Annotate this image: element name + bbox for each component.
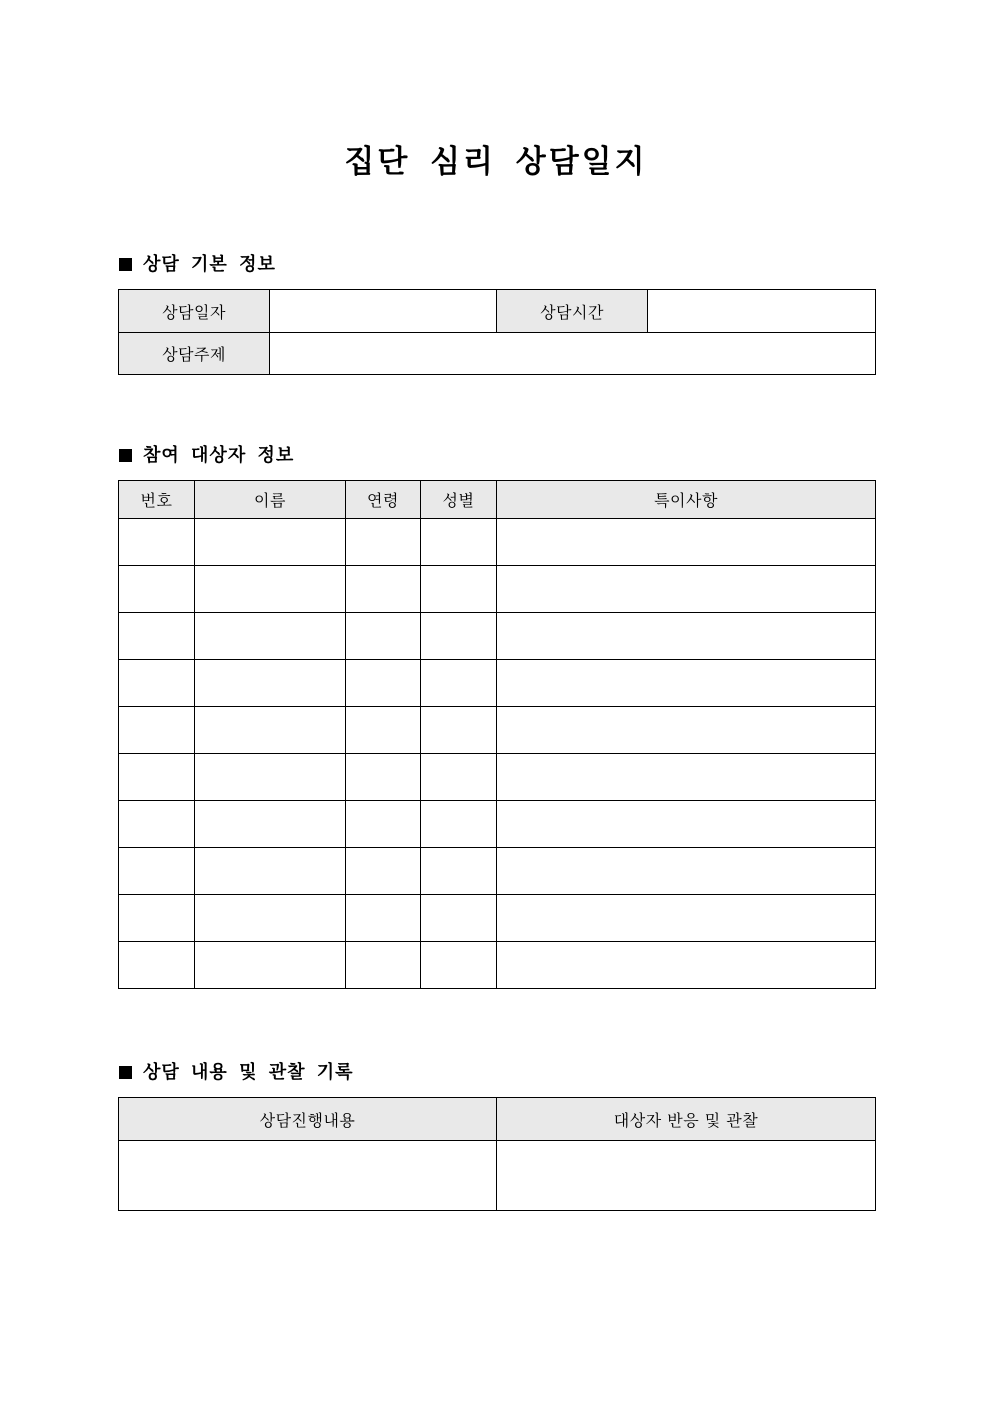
cell-age[interactable]: [346, 895, 421, 942]
cell-number[interactable]: [119, 613, 195, 660]
cell-name[interactable]: [195, 754, 346, 801]
cell-gender[interactable]: [421, 848, 497, 895]
column-header-age: 연령: [346, 481, 421, 519]
cell-name[interactable]: [195, 895, 346, 942]
square-bullet-icon: [119, 449, 132, 462]
cell-name[interactable]: [195, 613, 346, 660]
participant-row: [119, 660, 876, 707]
time-field[interactable]: [648, 290, 876, 333]
cell-notes[interactable]: [497, 942, 876, 989]
cell-gender[interactable]: [421, 613, 497, 660]
square-bullet-icon: [119, 258, 132, 271]
cell-notes[interactable]: [497, 895, 876, 942]
topic-field[interactable]: [270, 333, 876, 375]
cell-number[interactable]: [119, 801, 195, 848]
participant-row: [119, 801, 876, 848]
cell-number[interactable]: [119, 519, 195, 566]
section-heading-label: 상담 내용 및 관찰 기록: [143, 1062, 354, 1083]
page-title: 집단 심리 상담일지: [344, 144, 648, 180]
time-label: 상담시간: [497, 290, 648, 333]
cell-name[interactable]: [195, 519, 346, 566]
cell-gender[interactable]: [421, 895, 497, 942]
section-heading-label: 참여 대상자 정보: [143, 445, 295, 466]
participant-row: [119, 942, 876, 989]
cell-age[interactable]: [346, 942, 421, 989]
cell-age[interactable]: [346, 801, 421, 848]
participants-table: [118, 480, 876, 989]
cell-notes[interactable]: [497, 848, 876, 895]
section-heading-basic-info: [119, 254, 276, 276]
section-heading-participants: [119, 445, 294, 467]
square-bullet-icon: [119, 1066, 132, 1079]
cell-number[interactable]: [119, 660, 195, 707]
cell-gender[interactable]: [421, 660, 497, 707]
cell-age[interactable]: [346, 566, 421, 613]
record-table: [118, 1097, 876, 1211]
column-header-name: 이름: [195, 481, 346, 519]
cell-number[interactable]: [119, 848, 195, 895]
column-header-gender: 성별: [421, 481, 497, 519]
progress-content-header: 상담진행내용: [119, 1098, 497, 1141]
cell-age[interactable]: [346, 754, 421, 801]
participant-row: [119, 895, 876, 942]
progress-content-field[interactable]: [119, 1141, 497, 1211]
cell-notes[interactable]: [497, 519, 876, 566]
section-heading-record: [119, 1062, 354, 1084]
cell-name[interactable]: [195, 801, 346, 848]
cell-name[interactable]: [195, 660, 346, 707]
cell-age[interactable]: [346, 848, 421, 895]
topic-label: 상담주제: [119, 333, 270, 375]
cell-age[interactable]: [346, 707, 421, 754]
cell-age[interactable]: [346, 660, 421, 707]
reaction-observation-field[interactable]: [497, 1141, 876, 1211]
participant-row: [119, 519, 876, 566]
participant-row: [119, 848, 876, 895]
participant-row: [119, 613, 876, 660]
cell-name[interactable]: [195, 707, 346, 754]
cell-gender[interactable]: [421, 707, 497, 754]
cell-notes[interactable]: [497, 707, 876, 754]
participants-header-row: [119, 481, 876, 519]
participant-row: [119, 754, 876, 801]
cell-notes[interactable]: [497, 660, 876, 707]
section-heading-label: 상담 기본 정보: [143, 254, 276, 275]
basic-info-table: [118, 289, 876, 375]
column-header-number: 번호: [119, 481, 195, 519]
cell-number[interactable]: [119, 942, 195, 989]
cell-notes[interactable]: [497, 801, 876, 848]
cell-age[interactable]: [346, 613, 421, 660]
cell-number[interactable]: [119, 895, 195, 942]
participant-row: [119, 707, 876, 754]
cell-age[interactable]: [346, 519, 421, 566]
cell-gender[interactable]: [421, 754, 497, 801]
cell-name[interactable]: [195, 942, 346, 989]
cell-gender[interactable]: [421, 566, 497, 613]
date-field[interactable]: [270, 290, 497, 333]
cell-gender[interactable]: [421, 519, 497, 566]
cell-gender[interactable]: [421, 942, 497, 989]
cell-notes[interactable]: [497, 566, 876, 613]
participant-row: [119, 566, 876, 613]
cell-number[interactable]: [119, 754, 195, 801]
column-header-notes: 특이사항: [497, 481, 876, 519]
date-label: 상담일자: [119, 290, 270, 333]
cell-name[interactable]: [195, 848, 346, 895]
cell-notes[interactable]: [497, 754, 876, 801]
cell-number[interactable]: [119, 707, 195, 754]
reaction-observation-header: 대상자 반응 및 관찰: [497, 1098, 876, 1141]
cell-gender[interactable]: [421, 801, 497, 848]
cell-number[interactable]: [119, 566, 195, 613]
cell-notes[interactable]: [497, 613, 876, 660]
cell-name[interactable]: [195, 566, 346, 613]
